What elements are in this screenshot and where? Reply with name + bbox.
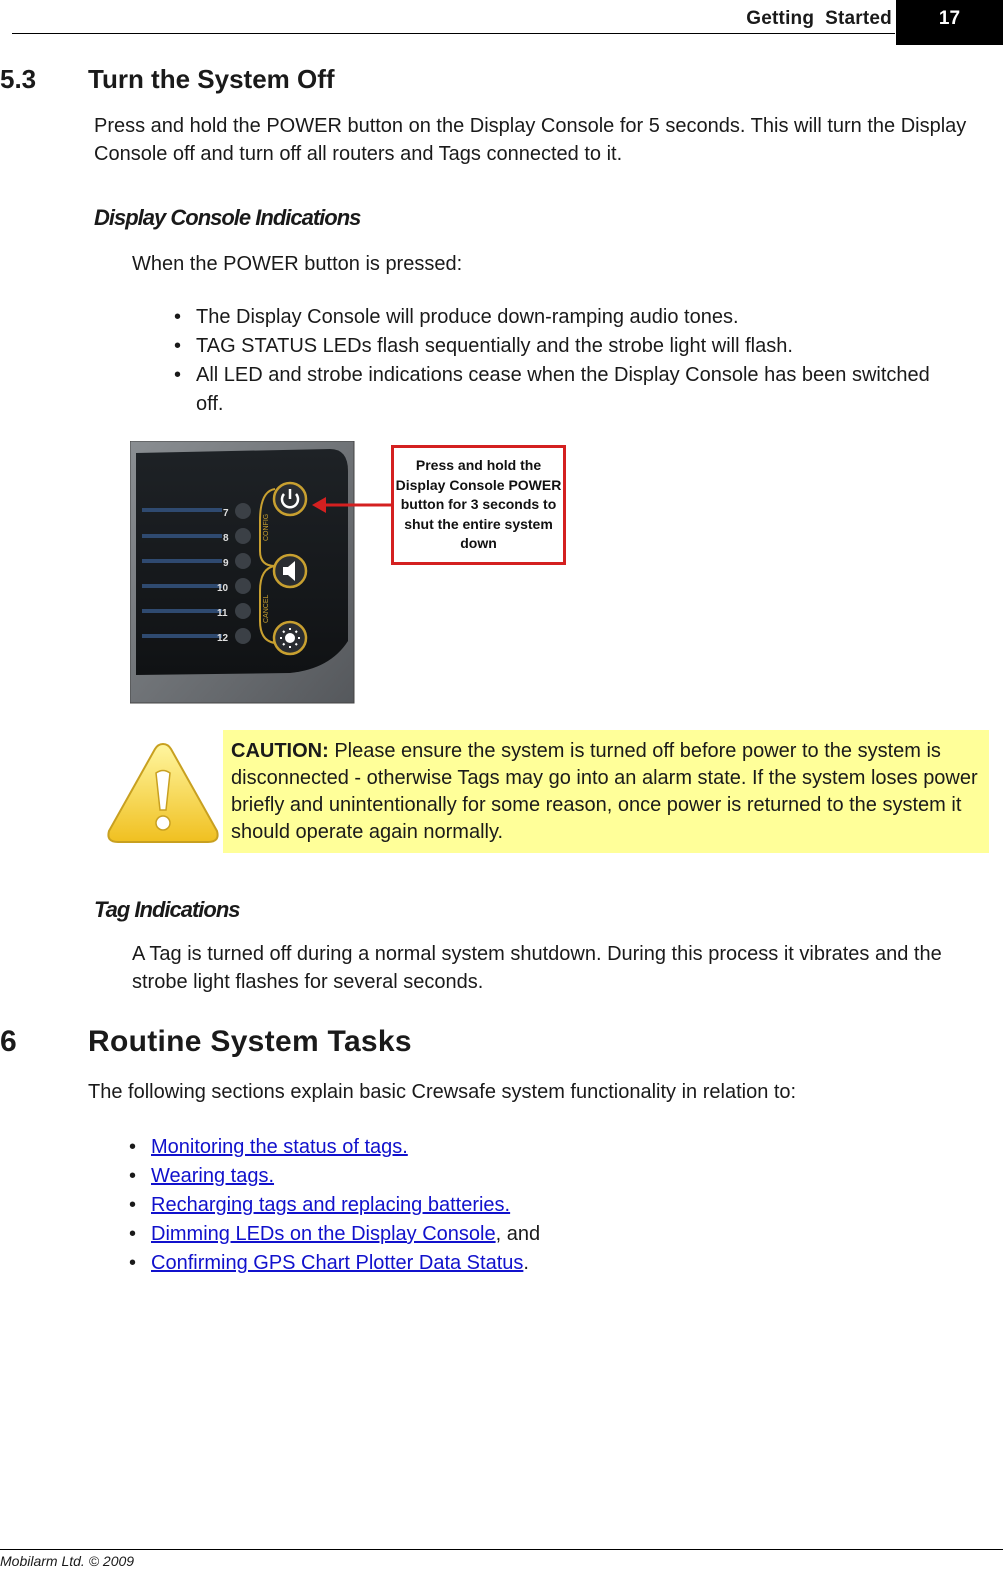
caution-body: Please ensure the system is turned off before power to the system is disconnected - otherwise Tags may go into an alarm state. If the system loses power briefly and unintentionally for some reason, once power is returned to the system it should operate again normally.: [231, 740, 978, 843]
list-item: • TAG STATUS LEDs flash sequentially and the strobe light will flash.: [174, 335, 793, 357]
list-item: • Confirming GPS Chart Plotter Data Status.: [129, 1252, 529, 1274]
led-number: 8: [223, 533, 229, 544]
header-rule: [12, 33, 895, 34]
led-number: 9: [223, 558, 229, 569]
led-number: 11: [217, 608, 228, 619]
display-console-image: [130, 441, 356, 705]
section-heading-6: [0, 1025, 412, 1059]
link-gps-status[interactable]: Confirming GPS Chart Plotter Data Status: [151, 1252, 524, 1274]
section-heading-5-3: [0, 64, 335, 95]
config-label: CONFIG: [263, 513, 270, 541]
task-link-list: [129, 1133, 911, 1278]
link-recharging-tags[interactable]: Recharging tags and replacing batteries.: [151, 1194, 511, 1216]
section-6-intro: The following sections explain basic Crewsafe system functionality in relation to:: [88, 1081, 797, 1103]
tag-paragraph: A Tag is turned off during a normal system shutdown. During this process it vibrates and the strobe light flashes for several seconds.: [132, 943, 942, 993]
link-dimming-leds[interactable]: Dimming LEDs on the Display Console: [151, 1223, 496, 1245]
led-number: 12: [217, 633, 229, 644]
led-number: 7: [223, 508, 229, 519]
section-number: 6: [0, 1025, 17, 1058]
section-title: Routine System Tasks: [88, 1025, 412, 1058]
list-item: • The Display Console will produce down-ramping audio tones.: [174, 306, 739, 328]
running-header: Getting Started: [746, 8, 892, 29]
caution-text: [231, 738, 986, 846]
list-item: • All LED and strobe indications cease when the Display Console has been switched off.: [174, 364, 930, 415]
lead-text: When the POWER button is pressed:: [132, 253, 463, 275]
intro-paragraph: Press and hold the POWER button on the Display Console for 5 seconds. This will turn the Display Console off and turn off all routers and Tags connected to it.: [94, 115, 967, 165]
caution-label: CAUTION:: [231, 740, 329, 762]
cancel-label: CANCEL: [263, 594, 270, 623]
list-item: • Recharging tags and replacing batteries.: [129, 1194, 511, 1216]
link-wearing-tags[interactable]: Wearing tags.: [151, 1165, 275, 1187]
link-monitoring-tags[interactable]: Monitoring the status of tags.: [151, 1136, 408, 1158]
list-item: • Dimming LEDs on the Display Console, and: [129, 1223, 541, 1245]
section-number: 5.3: [0, 64, 37, 94]
list-item: • Monitoring the status of tags.: [129, 1136, 408, 1158]
warning-icon: [104, 738, 222, 850]
footer-copyright: Mobilarm Ltd. © 2009: [0, 1553, 135, 1569]
callout-arrow: [310, 490, 395, 520]
footer-rule: [0, 1549, 1003, 1550]
console-bullet-list: [174, 303, 956, 419]
list-item: • Wearing tags.: [129, 1165, 275, 1187]
subheading-display-console: Display Console Indications: [94, 205, 361, 230]
callout-box: Press and hold the Display Console POWER button for 3 seconds to shut the entire system down: [391, 445, 566, 565]
led-number: 10: [217, 583, 229, 594]
page-number: 17: [896, 0, 1003, 45]
section-title: Turn the System Off: [88, 64, 335, 94]
subheading-tag: Tag Indications: [94, 897, 240, 922]
